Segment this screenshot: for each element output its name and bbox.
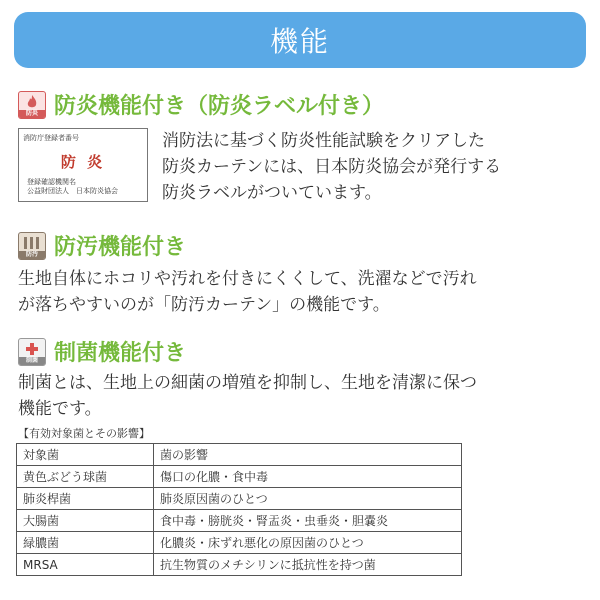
table-cell: 肺炎桿菌 xyxy=(17,488,154,510)
body-line: 防炎ラベルがついています。 xyxy=(162,183,382,203)
section-antibacterial-body xyxy=(18,370,477,422)
table-cell: 食中毒・膀胱炎・腎盂炎・虫垂炎・胆嚢炎 xyxy=(154,510,462,532)
table-header-cell: 菌の影響 xyxy=(154,444,462,466)
table-cell: 肺炎原因菌のひとつ xyxy=(154,488,462,510)
table-cell: 大腸菌 xyxy=(17,510,154,532)
bacteria-table xyxy=(16,443,462,576)
page-header xyxy=(14,12,586,68)
stain-icon-caption: 防汚 xyxy=(19,251,45,259)
section-antistain-heading: 防汚機能付き xyxy=(54,235,187,260)
section-antistain-body xyxy=(18,266,477,318)
table-row xyxy=(17,510,462,532)
body-line: が落ちやすいのが「防汚カーテン」の機能です。 xyxy=(18,295,390,315)
fireproof-label xyxy=(18,128,148,202)
stain-icon xyxy=(18,232,46,260)
table-caption: 【有効対象菌とその影響】 xyxy=(18,427,150,440)
fireproof-label-line1: 消防庁登録者番号 xyxy=(23,134,79,142)
section-antibacterial-title xyxy=(18,336,186,367)
body-line: 生地自体にホコリや汚れを付きにくくして、洗濯などで汚れ xyxy=(18,269,477,289)
flame-icon xyxy=(18,91,46,119)
body-line: 防炎カーテンには、日本防炎協会が発行する xyxy=(162,157,502,177)
table-cell: 化膿炎・床ずれ悪化の原因菌のひとつ xyxy=(154,532,462,554)
table-row xyxy=(17,554,462,576)
section-fireproof-body xyxy=(162,128,501,206)
table-header-cell: 対象菌 xyxy=(17,444,154,466)
antibacterial-icon-graphic xyxy=(19,340,45,358)
section-fireproof-heading: 防炎機能付き（防炎ラベル付き） xyxy=(54,94,385,119)
antibacterial-icon-caption: 制菌 xyxy=(19,357,45,365)
body-line: 制菌とは、生地上の細菌の増殖を抑制し、生地を清潔に保つ xyxy=(18,373,477,393)
table-header-row xyxy=(17,444,462,466)
flame-icon-graphic xyxy=(19,93,45,111)
table-row xyxy=(17,466,462,488)
page-title: 機能 xyxy=(269,25,330,58)
table-cell: 黄色ぶどう球菌 xyxy=(17,466,154,488)
fireproof-label-line4: 公益財団法人 日本防炎協会 xyxy=(27,187,118,195)
body-line: 消防法に基づく防炎性能試験をクリアした xyxy=(162,131,485,151)
section-fireproof-title xyxy=(18,89,384,120)
table-row xyxy=(17,532,462,554)
flame-icon-caption: 防炎 xyxy=(19,110,45,118)
stain-icon-graphic xyxy=(19,234,45,252)
body-line: 機能です。 xyxy=(18,399,102,419)
table-cell: 傷口の化膿・食中毒 xyxy=(154,466,462,488)
section-antistain-title xyxy=(18,230,186,261)
table-cell: MRSA xyxy=(17,554,154,576)
fireproof-label-line3: 登録確認機関名 xyxy=(27,178,76,186)
fireproof-label-mark: 防 炎 xyxy=(60,153,106,171)
antibacterial-icon xyxy=(18,338,46,366)
table-row xyxy=(17,488,462,510)
table-cell: 抗生物質のメチシリンに抵抗性を持つ菌 xyxy=(154,554,462,576)
section-antibacterial-heading: 制菌機能付き xyxy=(54,341,187,366)
table-cell: 緑膿菌 xyxy=(17,532,154,554)
